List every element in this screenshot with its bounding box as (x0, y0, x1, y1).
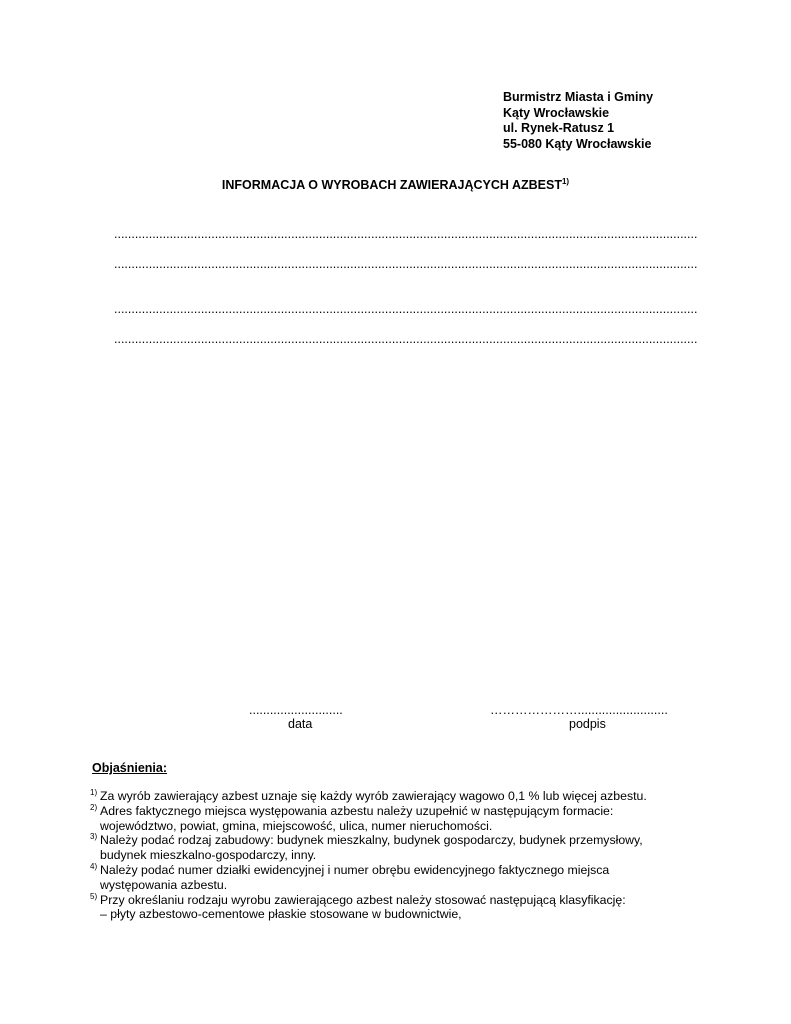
answer-line-2b[interactable] (114, 332, 698, 346)
note-text: Przy określaniu rodzaju wyrobu zawierającego azbest należy stosować następującą klasyfikację: (100, 892, 626, 907)
address-line-3: ul. Rynek-Ratusz 1 (503, 121, 615, 135)
note-text: Za wyrób zawierający azbest uznaje się każdy wyrób zawierający wagowo 0,1 % lub więcej azbestu. (100, 789, 647, 803)
note-item (90, 804, 710, 834)
title-footnote-mark: 1) (561, 177, 570, 186)
answer-line-2a[interactable] (114, 302, 698, 316)
signature-label: podpis (569, 717, 606, 731)
notes-list (90, 789, 710, 922)
note-item (90, 789, 710, 804)
signature-field[interactable]: ………………….......................... (490, 703, 668, 717)
note-mark: 5) (90, 891, 98, 901)
answer-line-1a[interactable] (114, 227, 698, 241)
document-title (0, 178, 791, 192)
note-continuation: występowania azbestu. (100, 877, 228, 892)
date-label: data (288, 717, 313, 731)
note-continuation: budynek mieszkalno-gospodarczy, inny. (100, 848, 317, 863)
date-field[interactable]: ........................... (249, 703, 343, 717)
note-item (90, 863, 710, 893)
answer-line-1b[interactable] (114, 257, 698, 271)
address-line-2: Kąty Wrocławskie (503, 105, 610, 120)
note-mark: 2) (90, 802, 98, 812)
note-mark: 1) (90, 788, 98, 797)
note-item (90, 833, 710, 863)
note-text: Adres faktycznego miejsca występowania azbestu należy uzupełnić w następującym formacie: (100, 803, 614, 818)
note-text: Należy podać numer działki ewidencyjnej i numer obrębu ewidencyjnego faktycznego miejsca (100, 862, 610, 877)
notes-heading: Objaśnienia: (92, 761, 168, 775)
recipient-address (503, 90, 653, 152)
note-continuation: województwo, powiat, gmina, miejscowość, ulica, numer nieruchomości. (100, 818, 493, 833)
note-text: Należy podać rodzaj zabudowy: budynek mieszkalny, budynek gospodarczy, budynek przemysłowy, (100, 833, 643, 848)
title-text: INFORMACJA O WYROBACH ZAWIERAJĄCYCH AZBEST (221, 178, 562, 192)
address-line-1: Burmistrz Miasta i Gminy (503, 90, 654, 104)
note-mark: 3) (90, 832, 98, 842)
note-mark: 4) (90, 861, 98, 871)
address-line-4: 55-080 Kąty Wrocławskie (503, 136, 652, 151)
note-continuation: – płyty azbestowo-cementowe płaskie stosowane w budownictwie, (100, 907, 462, 922)
note-item (90, 893, 710, 923)
